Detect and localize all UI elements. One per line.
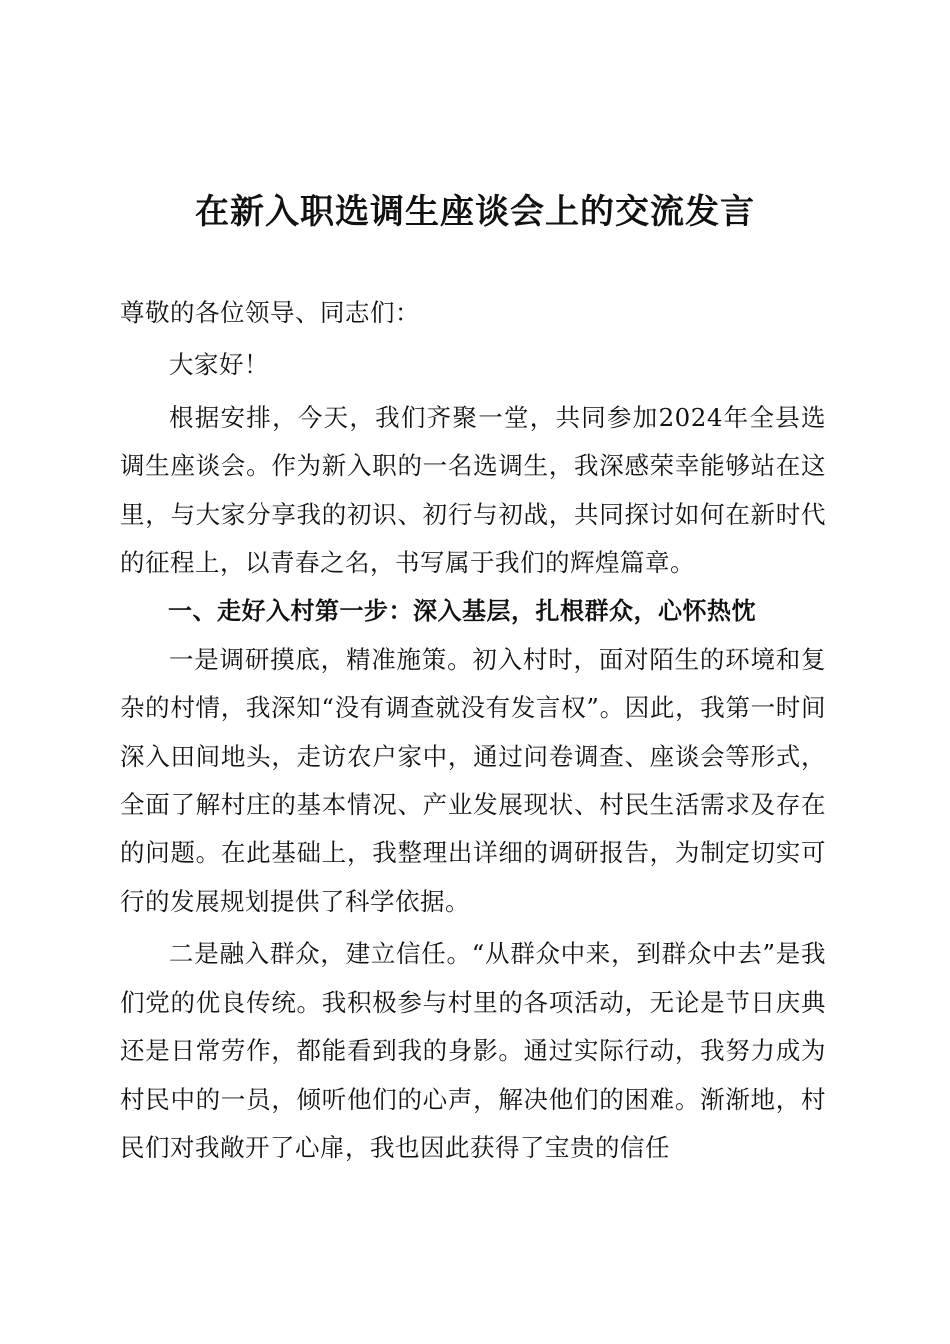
document-body — [120, 289, 826, 1172]
section-heading-1: 一、走好入村第一步：深入基层，扎根群众，心怀热忱 — [168, 597, 756, 626]
greeting: 大家好！ — [169, 350, 269, 380]
section1-paragraph-1: 一是调研摸底，精准施策。初入村时，面对陌生的环境和复杂的村情，我深知“没有调查就没有发言权”。因此，我第一时间深入田间地头，走访农户家中，通过问卷调查、座谈会等形式，全面了解村庄的基本情况、产业发展现状、村民生活需求及存在的问题。在此基础上，我整理出详细的调研报告，为制定切实可行的发展规划提供了科学依据。 — [120, 644, 826, 916]
intro-paragraph: 根据安排，今天，我们齐聚一堂，共同参加2024年全县选调生座谈会。作为新入职的一名选调生，我深感荣幸能够站在这里，与大家分享我的初识、初行与初战，共同探讨如何在新时代的征程上，以青春之名，书写属于我们的辉煌篇章。 — [120, 402, 826, 578]
section1-paragraph-2: 二是融入群众，建立信任。“从群众中来，到群众中去”是我们党的优良传统。我积极参与村里的各项活动，无论是节日庆典还是日常劳作，都能看到我的身影。通过实际行动，我努力成为村民中的一员，倾听他们的心声，解决他们的困难。渐渐地，村民们对我敞开了心扉，我也因此获得了宝贵的信任 — [120, 939, 826, 1162]
page-title: 在新入职选调生座谈会上的交流发言 — [195, 192, 755, 232]
salutation: 尊敬的各位领导、同志们： — [120, 298, 420, 327]
